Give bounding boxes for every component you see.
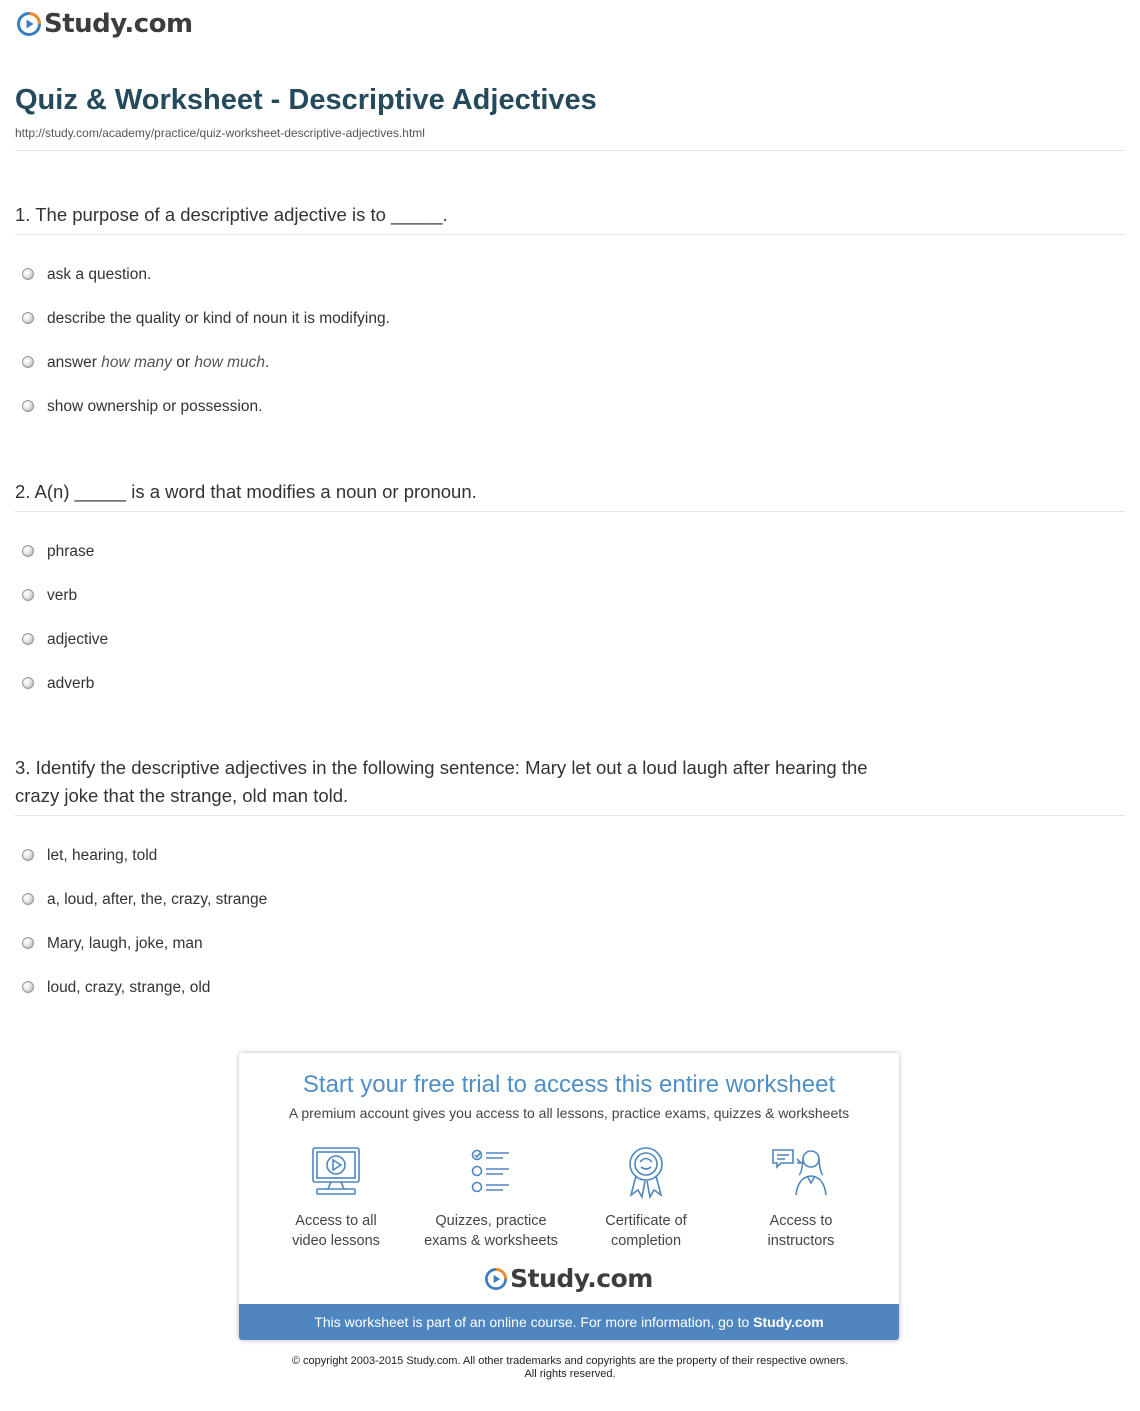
logo-text: Study.com [510, 1264, 653, 1293]
radio-button[interactable] [22, 633, 34, 645]
promo-footer-banner [239, 1304, 899, 1340]
radio-button[interactable] [22, 400, 34, 412]
question-2-text: 2. A(n) _____ is a word that modifies a noun or pronoun. [15, 481, 477, 502]
divider [15, 150, 1125, 151]
answer-option[interactable] [22, 397, 390, 441]
logo-text: Study.com [44, 9, 193, 39]
option-label: describe the quality or kind of noun it is modifying. [47, 310, 390, 327]
feature-certificate [571, 1145, 721, 1251]
answer-option[interactable] [22, 846, 267, 890]
question-1-text: 1. The purpose of a descriptive adjective is to _____. [15, 204, 448, 225]
promo-study-logo[interactable] [239, 1265, 899, 1293]
option-label: verb [47, 587, 78, 604]
answer-option[interactable] [22, 542, 108, 586]
radio-button[interactable] [22, 589, 34, 601]
question-3-text: 3. Identify the descriptive adjectives in the following sentence: Mary let out a loud laugh after hearing the crazy joke that the strange, old man told. [15, 757, 868, 806]
option-label: Mary, laugh, joke, man [47, 935, 203, 952]
option-label: show ownership or possession. [47, 398, 263, 415]
copyright-line: All rights reserved. [524, 1368, 616, 1380]
answer-option[interactable] [22, 265, 390, 309]
answer-option[interactable] [22, 674, 108, 718]
radio-button[interactable] [22, 356, 34, 368]
radio-button[interactable] [22, 893, 34, 905]
footer-text: This worksheet is part of an online course. For more information, go to [314, 1314, 754, 1330]
radio-button[interactable] [22, 981, 34, 993]
option-label: adjective [47, 631, 109, 648]
question-2-options [22, 542, 108, 718]
option-label: answer how many or how much. [47, 354, 270, 371]
radio-button[interactable] [22, 268, 34, 280]
answer-option[interactable] [22, 353, 390, 397]
page-title: Quiz & Worksheet - Descriptive Adjectives [15, 84, 597, 116]
study-logo[interactable] [17, 10, 193, 38]
option-label: loud, crazy, strange, old [47, 979, 211, 996]
feature-quizzes [416, 1145, 566, 1251]
answer-option[interactable] [22, 309, 390, 353]
quiz-list-icon [459, 1145, 523, 1199]
play-logo-icon [485, 1268, 507, 1290]
answer-option[interactable] [22, 890, 267, 934]
divider [15, 815, 1125, 816]
promo-subtitle: A premium account gives you access to all lessons, practice exams, quizzes & worksheets [288, 1105, 850, 1121]
answer-option[interactable] [22, 978, 267, 1022]
radio-button[interactable] [22, 849, 34, 861]
play-logo-icon [17, 12, 41, 36]
promo-title[interactable]: Start your free trial to access this entire worksheet [302, 1071, 836, 1098]
instructor-icon [769, 1145, 833, 1199]
question-1-options [22, 265, 390, 441]
option-label: ask a question. [47, 266, 152, 283]
divider [15, 234, 1125, 235]
answer-option[interactable] [22, 934, 267, 978]
divider [15, 511, 1125, 512]
option-label: a, loud, after, the, crazy, strange [47, 891, 268, 908]
free-trial-promo [239, 1053, 899, 1340]
option-label: adverb [47, 675, 95, 692]
answer-option[interactable] [22, 586, 108, 630]
option-label: phrase [47, 543, 95, 560]
feature-video-lessons [261, 1145, 411, 1251]
feature-label: Access to instructors [767, 1213, 835, 1249]
feature-instructors [726, 1145, 876, 1251]
feature-label: Access to all video lessons [292, 1213, 380, 1249]
copyright-line: © copyright 2003-2015 Study.com. All other trademarks and copyrights are the property of their respective owners. [291, 1355, 849, 1367]
feature-label: Certificate of completion [605, 1213, 687, 1249]
footer-link[interactable]: Study.com [753, 1314, 824, 1330]
question-3-options [22, 846, 267, 1022]
certificate-icon [614, 1145, 678, 1199]
answer-option[interactable] [22, 630, 108, 674]
page-url[interactable]: http://study.com/academy/practice/quiz-worksheet-descriptive-adjectives.html [15, 126, 425, 140]
feature-label: Quizzes, practice exams & worksheets [424, 1213, 558, 1249]
radio-button[interactable] [22, 545, 34, 557]
radio-button[interactable] [22, 677, 34, 689]
option-label: let, hearing, told [47, 847, 158, 864]
copyright [0, 1355, 1140, 1381]
radio-button[interactable] [22, 937, 34, 949]
video-lesson-icon [304, 1145, 368, 1199]
radio-button[interactable] [22, 312, 34, 324]
